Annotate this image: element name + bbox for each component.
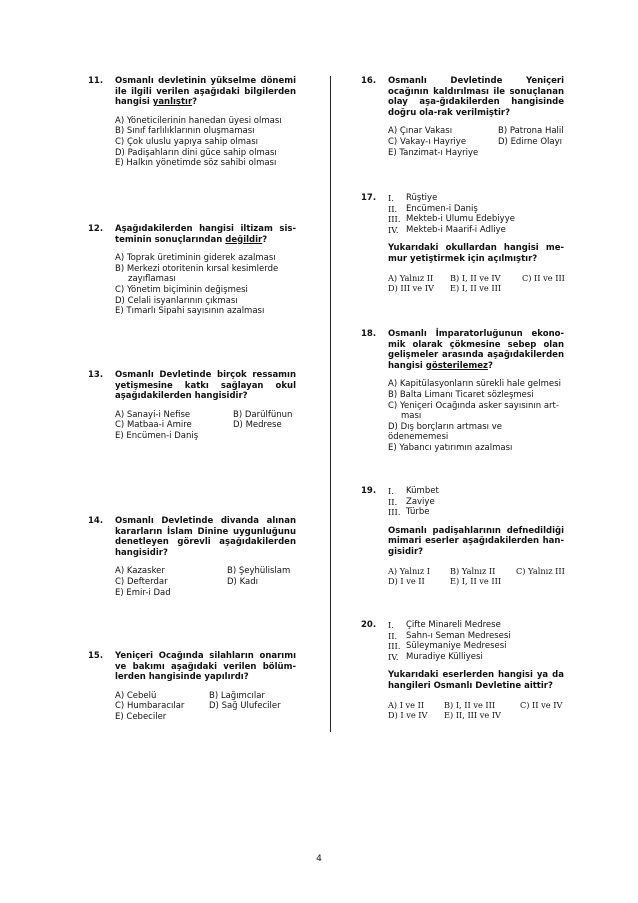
question-stem: Yukarıdaki eserlerden hangisi ya da hangileri Osmanlı Devletine aittir? bbox=[388, 670, 564, 691]
option-b[interactable]: B) I, II ve III bbox=[444, 699, 496, 710]
roman-item-3 bbox=[388, 641, 511, 652]
option-c[interactable]: C) II ve III bbox=[522, 272, 565, 283]
option-b[interactable]: B) I, II ve IV bbox=[450, 272, 501, 283]
roman-text: Süleymaniye Medresesi bbox=[406, 641, 507, 652]
roman-text: Mekteb-i Maarif-i Adliye bbox=[406, 224, 506, 235]
question-text-end: ? bbox=[487, 360, 493, 371]
question-text-part: Aşağıdakilerden hangisi iltizam sis-teminin sonuçlarından bbox=[115, 224, 296, 245]
roman-numeral: II. bbox=[388, 203, 398, 214]
question-13 bbox=[88, 370, 296, 442]
question-12 bbox=[88, 224, 296, 317]
question-text bbox=[388, 329, 564, 371]
roman-item-1 bbox=[388, 620, 511, 631]
roman-numeral: III. bbox=[388, 507, 401, 518]
options bbox=[388, 273, 564, 294]
options bbox=[388, 126, 564, 158]
roman-text: Encümen-i Daniş bbox=[406, 203, 478, 214]
roman-item-2 bbox=[388, 204, 515, 215]
option-a[interactable]: A) Çınar Vakası bbox=[388, 126, 453, 137]
roman-item-4 bbox=[388, 225, 515, 236]
roman-text: Rüştiye bbox=[406, 193, 438, 203]
roman-item-2 bbox=[388, 497, 439, 508]
roman-numeral: II. bbox=[388, 630, 398, 641]
options bbox=[115, 253, 296, 317]
question-number: 17. bbox=[361, 193, 377, 203]
roman-item-4 bbox=[388, 652, 511, 663]
roman-numeral: I. bbox=[388, 620, 394, 630]
option-a[interactable]: A) Toprak üretiminin giderek azalması bbox=[115, 253, 276, 264]
roman-text: Zaviye bbox=[406, 496, 435, 507]
question-17 bbox=[361, 193, 564, 294]
option-d[interactable]: D) Sağ Ulufeciler bbox=[209, 701, 281, 712]
options bbox=[115, 691, 296, 723]
roman-numeral: IV. bbox=[388, 224, 399, 235]
option-c[interactable]: C) II ve IV bbox=[520, 699, 563, 710]
roman-numeral: III. bbox=[388, 214, 401, 225]
option-b[interactable]: B) Balta Limanı Ticaret sözleşmesi bbox=[388, 389, 534, 400]
roman-item-3 bbox=[388, 507, 439, 518]
question-text: Osmanlı Devletinde divanda alınan kararların İslam Dinine uygunluğunu denetleyen görevli aşağıdakilerden hangisidir? bbox=[115, 516, 296, 558]
option-d[interactable]: D) Kadı bbox=[227, 576, 258, 587]
option-e[interactable]: E) Cebeciler bbox=[115, 711, 167, 722]
option-c[interactable]: C) Çok uluslu yapıya sahip olması bbox=[115, 136, 258, 147]
option-e[interactable]: E) Tımarlı Sipahi sayısının azalması bbox=[115, 306, 265, 317]
roman-numeral: I. bbox=[388, 193, 394, 203]
roman-numeral: II. bbox=[388, 496, 398, 507]
question-text-part: Osmanlı İmparatorluğunun ekono-mik olarak çökmesine sebep olan gelişmeler arasında aşağıdakilerden hangisi bbox=[388, 329, 564, 371]
roman-list bbox=[388, 620, 511, 662]
question-20 bbox=[361, 620, 564, 721]
question-emphasis: yanlıştır bbox=[152, 97, 193, 108]
question-14 bbox=[88, 516, 296, 598]
option-b[interactable]: B) Şeyhülislam bbox=[227, 566, 291, 577]
option-d[interactable]: D) Dış borçların artması ve ödenememesi bbox=[388, 421, 502, 443]
option-b[interactable]: B) Sınıf farlılıklarının oluşmaması bbox=[115, 126, 255, 137]
option-a[interactable]: A) I ve II bbox=[388, 699, 425, 710]
question-number: 18. bbox=[361, 329, 377, 339]
options bbox=[388, 566, 564, 587]
question-text bbox=[115, 224, 296, 245]
option-a[interactable]: A) Yalnız II bbox=[388, 272, 434, 283]
options bbox=[388, 700, 564, 721]
question-text: Osmanlı Devletinde Yeniçeri ocağının kaldırılması ile sonuçlanan olay aşa-ğıdakilerden hangisinde doğru ola-rak verilmiştir? bbox=[388, 76, 564, 118]
option-c[interactable]: C) Matbaa-i Amire bbox=[115, 420, 192, 431]
option-d[interactable]: D) Medrese bbox=[233, 420, 282, 431]
option-d[interactable]: D) I ve IV bbox=[388, 710, 428, 721]
question-stem: Osmanlı padişahlarının defnedildiği mimari eserler aşağıdakilerden han-gisidir? bbox=[388, 525, 564, 557]
option-e[interactable]: E) Encümen-i Daniş bbox=[115, 430, 199, 441]
question-16 bbox=[361, 76, 564, 158]
question-text-end: ? bbox=[262, 234, 268, 245]
question-number: 15. bbox=[88, 651, 104, 661]
option-d[interactable]: D) Edirne Olayı bbox=[498, 136, 563, 147]
question-number: 12. bbox=[88, 224, 104, 234]
roman-numeral: I. bbox=[388, 486, 394, 496]
option-d[interactable]: D) Celali isyanlarının çıkması bbox=[115, 295, 238, 306]
option-c[interactable]: C) Vakay-ı Hayriye bbox=[388, 136, 467, 147]
page-number: 4 bbox=[316, 854, 322, 864]
question-19 bbox=[361, 486, 564, 587]
roman-list bbox=[388, 193, 515, 235]
option-e[interactable]: E) Emir-i Dad bbox=[115, 587, 171, 598]
question-stem: Yukarıdaki okullardan hangisi me-mur yetiştirmek için açılmıştır? bbox=[388, 243, 564, 264]
option-c[interactable]: C) Defterdar bbox=[115, 576, 168, 587]
question-number: 14. bbox=[88, 516, 104, 526]
roman-item-2 bbox=[388, 631, 511, 642]
question-text-end: ? bbox=[192, 97, 198, 108]
options bbox=[115, 566, 296, 598]
option-b-continued: zayıflaması bbox=[128, 274, 176, 285]
option-b[interactable]: B) Lağımcılar bbox=[209, 690, 265, 701]
option-e[interactable]: E) I, II ve III bbox=[450, 283, 502, 294]
question-11 bbox=[88, 76, 296, 169]
option-d[interactable]: D) III ve IV bbox=[388, 283, 434, 294]
question-text-part: Osmanlı devletinin yükselme dönemi ile ilgili verilen aşağıdaki bilgilerden hangisi bbox=[115, 76, 296, 108]
question-number: 11. bbox=[88, 76, 104, 86]
option-a[interactable]: A) Kazasker bbox=[115, 566, 165, 577]
roman-text: Çifte Minareli Medrese bbox=[406, 620, 501, 630]
option-b[interactable]: B) Yalnız II bbox=[450, 565, 496, 576]
option-d[interactable]: D) I ve II bbox=[388, 576, 425, 587]
roman-list bbox=[388, 486, 439, 518]
option-a[interactable]: A) Yöneticilerinin hanedan üyesi olması bbox=[115, 115, 282, 126]
question-emphasis: gösterilemez bbox=[425, 360, 488, 371]
option-c[interactable]: C) Humbaracılar bbox=[115, 701, 185, 712]
option-d[interactable]: D) Padişahların dini güce sahip olması bbox=[115, 147, 277, 158]
option-a[interactable]: A) Sanayi-i Nefise bbox=[115, 409, 191, 420]
question-number: 13. bbox=[88, 370, 104, 380]
option-e[interactable]: E) II, III ve IV bbox=[444, 710, 501, 721]
option-c[interactable]: C) Yeniçeri Ocağında asker sayısının art- bbox=[388, 400, 559, 411]
options bbox=[388, 379, 564, 453]
roman-text: Muradiye Külliyesi bbox=[406, 651, 483, 662]
option-b[interactable]: B) Darülfünun bbox=[233, 409, 293, 420]
roman-item-3 bbox=[388, 214, 515, 225]
option-b[interactable]: B) Patrona Halil bbox=[498, 126, 564, 137]
option-e[interactable]: E) Halkın yönetimde söz sahibi olması bbox=[115, 158, 277, 169]
question-15 bbox=[88, 651, 296, 723]
question-text: Osmanlı Devletinde birçok ressamın yetişmesine katkı sağlayan okul aşağıdakilerden hangisidir? bbox=[115, 370, 296, 402]
roman-text: Mekteb-i Ulumu Edebiyye bbox=[406, 214, 515, 225]
option-a[interactable]: A) Kapitülasyonların sürekli hale gelmesi bbox=[388, 379, 561, 390]
column-divider bbox=[330, 76, 331, 732]
option-c-continued: ması bbox=[401, 411, 422, 422]
options bbox=[115, 410, 296, 442]
roman-text: Sahn-ı Seman Medresesi bbox=[406, 630, 511, 641]
question-text bbox=[115, 76, 296, 108]
question-text: Yeniçeri Ocağında silahların onarımı ve bakımı aşağıdaki verilen bölüm-lerden hangisinde yapılırdı? bbox=[115, 651, 296, 683]
option-a[interactable]: A) Cebelü bbox=[115, 690, 157, 701]
option-c[interactable]: C) Yönetim biçiminin değişmesi bbox=[115, 284, 248, 295]
option-a[interactable]: A) Yalnız I bbox=[388, 565, 431, 576]
roman-item-1 bbox=[388, 193, 515, 204]
roman-numeral: IV. bbox=[388, 651, 399, 662]
roman-text: Türbe bbox=[406, 507, 430, 518]
option-c[interactable]: C) Yalnız III bbox=[516, 565, 565, 576]
question-number: 16. bbox=[361, 76, 377, 86]
roman-text: Kümbet bbox=[406, 486, 439, 496]
roman-item-1 bbox=[388, 486, 439, 497]
roman-numeral: III. bbox=[388, 641, 401, 652]
question-number: 19. bbox=[361, 486, 377, 496]
question-number: 20. bbox=[361, 620, 377, 630]
options bbox=[115, 116, 296, 169]
option-e[interactable]: E) I, II ve III bbox=[450, 576, 502, 587]
question-emphasis: değildir bbox=[225, 234, 263, 245]
option-b[interactable]: B) Merkezi otoritenin kırsal kesimlerde bbox=[115, 263, 279, 274]
question-18 bbox=[361, 329, 564, 454]
option-e[interactable]: E) Tanzimat-ı Hayriye bbox=[388, 147, 479, 158]
option-e[interactable]: E) Yabancı yatırımın azalması bbox=[388, 442, 513, 453]
